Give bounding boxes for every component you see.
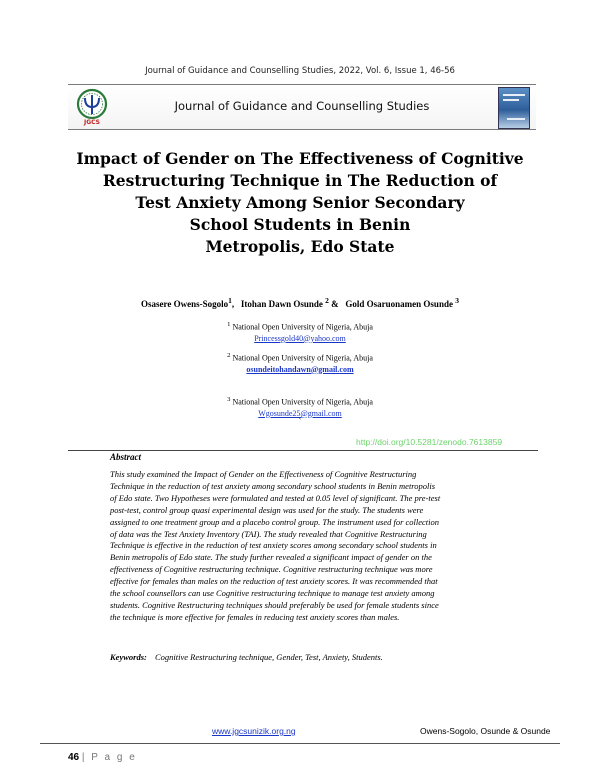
abstract-line: the school counsellors can use Cognitive restructuring technique to manage test anxiety among xyxy=(110,588,435,599)
doi-link[interactable]: http://doi.org/10.5281/zenodo.7613859 xyxy=(356,437,503,447)
abstract-line: Technique is effective in the reduction of test anxiety scores among secondary school students in xyxy=(110,540,437,551)
author-sup: 1 xyxy=(228,296,232,305)
page-number-value: 46 xyxy=(68,752,80,763)
footer-divider xyxy=(40,743,560,744)
affiliation-1 xyxy=(0,319,600,344)
abstract-line: assigned to one treatment group and a placebo control group. The instrument used for collection xyxy=(110,516,440,527)
abstract-line: This study examined the Impact of Gender on the Effectiveness of Cognitive Restructuring xyxy=(110,469,417,479)
author-list xyxy=(0,296,600,309)
abstract-line: of data was the Test Anxiety Inventory (TAI). The study revealed that Cognitive Restructuring xyxy=(110,528,427,539)
affiliation-institution: National Open University of Nigeria, Abuja xyxy=(232,322,373,332)
title-line: Impact of Gender on The Effectiveness of Cognitive xyxy=(76,149,524,168)
abstract-line: the technique is more effective for females in reducing test anxiety scores than males. xyxy=(110,611,400,622)
author-name: Osasere Owens-Sogolo xyxy=(141,299,229,309)
paper-title xyxy=(60,148,540,258)
author-sup: 3 xyxy=(455,296,459,305)
abstract-line: effectiveness of Cognitive restructuring technique. Cognitive restructuring technique was more xyxy=(110,564,433,575)
affiliation-institution: National Open University of Nigeria, Abuja xyxy=(232,397,373,407)
abstract-heading: Abstract xyxy=(110,452,142,462)
running-head: Journal of Guidance and Counselling Studies, 2022, Vol. 6, Issue 1, 46-56 xyxy=(145,66,455,76)
keywords xyxy=(110,652,510,662)
abstract-line: effective for females than males on the reduction of test anxiety scores. It was recommended that xyxy=(110,576,438,587)
abstract-line: students. Cognitive Restructuring techniques should preferably be used for female students since xyxy=(110,599,439,610)
author-separator: , xyxy=(231,299,235,309)
affiliation-sup: 1 xyxy=(227,321,231,328)
affiliation-email-link[interactable]: osundeitohandawn@gmail.com xyxy=(246,364,354,374)
keywords-label: Keywords: xyxy=(110,652,147,662)
affiliation-3 xyxy=(0,394,600,419)
header-divider xyxy=(68,450,538,451)
page-number xyxy=(68,752,137,763)
affiliation-institution: National Open University of Nigeria, Abuja xyxy=(232,353,373,363)
journal-banner xyxy=(68,84,536,130)
affiliation-email-link[interactable]: Princessgold40@yahoo.com xyxy=(254,333,346,343)
author-name: Itohan Dawn Osunde xyxy=(240,299,323,309)
author-separator: & xyxy=(328,299,339,309)
affiliation-sup: 2 xyxy=(227,352,231,359)
affiliation-2 xyxy=(0,350,600,375)
abstract-line: Technique in the reduction of test anxiety among secondary school students in Benin metropolis xyxy=(110,480,436,491)
title-line: Test Anxiety Among Senior Secondary xyxy=(135,193,465,212)
keywords-text: Cognitive Restructuring technique, Gender, Test, Anxiety, Students. xyxy=(154,652,383,662)
affiliation-email-link[interactable]: Wgosunde25@gmail.com xyxy=(258,408,342,418)
stray-mark: ` xyxy=(298,417,302,426)
abstract-line: Benin metropolis of Edo state. The study further revealed a significant impact of gender on the xyxy=(110,552,432,563)
footer-authors: Owens-Sogolo, Osunde & Osunde xyxy=(420,726,551,736)
author-sup: 2 xyxy=(325,296,329,305)
abstract-line: of Edo state. Two Hypotheses were formulated and tested at 0.05 level of significant. The pre-test xyxy=(110,492,441,503)
abstract-line: post-test, control group quasi experimental design was used for the study. The students were xyxy=(110,504,424,515)
journal-name: Journal of Guidance and Counselling Studies xyxy=(174,99,430,113)
title-line: Metropolis, Edo State xyxy=(205,237,395,256)
title-line: School Students in Benin xyxy=(189,215,411,234)
journal-cover-thumbnail xyxy=(498,87,530,129)
logo-text: JGCS xyxy=(84,119,100,126)
title-line: Restructuring Technique in The Reduction of xyxy=(102,171,498,190)
abstract-body xyxy=(110,469,490,624)
footer-website-link[interactable]: www.jgcsunizik.org.ng xyxy=(212,726,296,736)
affiliation-sup: 3 xyxy=(227,396,231,403)
author-name: Gold Osaruonamen Osunde xyxy=(345,299,453,309)
page-label: | P a g e xyxy=(81,752,137,763)
